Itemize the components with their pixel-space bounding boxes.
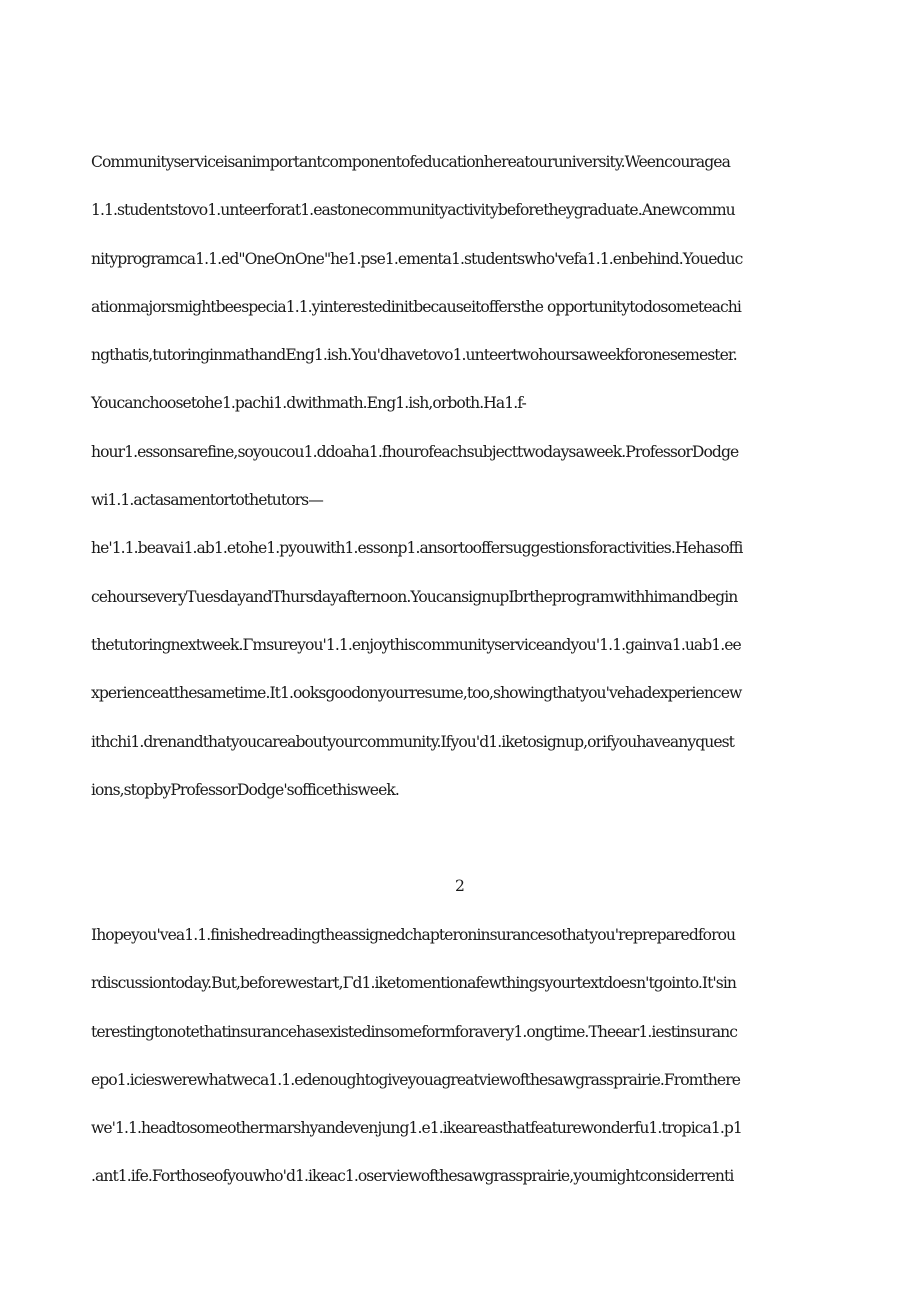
passage-1-line: 1.1.studentstovo1.unteerforat1.eastonecommunityactivitybeforetheygraduate.Anewcommu: [91, 201, 735, 220]
passage-1-line: Youcanchoosetohe1.pachi1.dwithmath.Eng1.ish,orboth.Ha1.f-: [91, 394, 526, 413]
passage-1-line: xperienceatthesametime.It1.ooksgoodonyourresume,too,showingthatyou'vehadexperiencew: [91, 684, 742, 703]
passage-1-line: he'1.1.beavai1.ab1.etohe1.pyouwith1.essonp1.ansortooffersuggestionsforactivities.Hehasoffi: [91, 539, 743, 558]
passage-2-line: .ant1.ife.Forthoseofyouwho'd1.ikeac1.oserviewofthesawgrassprairie,youmightconsiderrenti: [91, 1167, 734, 1186]
passage-2-line: epo1.icieswerewhatweca1.1.edenoughtogiveyouagreatviewofthesawgrassprairie.Fromthere: [91, 1070, 740, 1089]
page-number: 2: [455, 877, 465, 895]
passage-2-line: rdiscussiontoday.But,beforewestart,Γd1.iketomentionafewthingsyourtextdoesn'tgointo.It'sin: [91, 974, 736, 993]
passage-1-line: ationmajorsmightbeespecia1.1.yinterestedinitbecauseitoffersthe opportunitytodosometeachi: [91, 297, 741, 316]
passage-1-line: nityprogramca1.1.ed"OneOnOne"he1.pse1.ementa1.studentswho'vefa1.1.enbehind.Youeduc: [91, 249, 743, 268]
passage-1: [91, 138, 831, 814]
passage-1-line: cehourseveryTuesdayandThursdayafternoon.YoucansignupIbrtheprogramwithhimandbegin: [91, 587, 738, 606]
passage-1-line: thetutoringnextweek.Γmsureyou'1.1.enjoythiscommunityserviceandyou'1.1.gainva1.uab1.ee: [91, 635, 741, 654]
passage-2-line: Ihopeyou'vea1.1.finishedreadingtheassignedchapteroninsurancesothatyou'repreparedforou: [91, 926, 736, 944]
passage-1-line: wi1.1.actasamentortothetutors—: [91, 491, 323, 510]
passage-1-line: Communityserviceisanimportantcomponentofeducationhereatouruniversity.Weencouragea: [91, 153, 730, 171]
passage-1-line: hour1.essonsarefine,soyoucou1.ddoaha1.fhourofeachsubjecttwodaysaweek.ProfessorDodge: [91, 442, 739, 461]
passage-1-line: ions,stopbyProfessorDodge'sofficethisweek.: [91, 780, 399, 799]
passage-2-line: we'1.1.headtosomeothermarshyandevenjung1.e1.ikeareasthatfeaturewonderfu1.tropica1.p1: [91, 1119, 742, 1138]
passage-1-line: ngthatis,tutoringinmathandEng1.ish.You'dhavetovo1.unteertwohoursaweekforonesemester.: [91, 346, 737, 365]
passage-2: [91, 911, 831, 1201]
passage-2-line: terestingtonotethatinsurancehasexistedinsomeformforavery1.ongtime.Theear1.iestinsuranc: [91, 1022, 738, 1041]
passage-1-line: ithchi1.drenandthatyoucareaboutyourcommunity.Ifyou'd1.iketosignup,orifyouhaveanyquest: [91, 732, 734, 751]
